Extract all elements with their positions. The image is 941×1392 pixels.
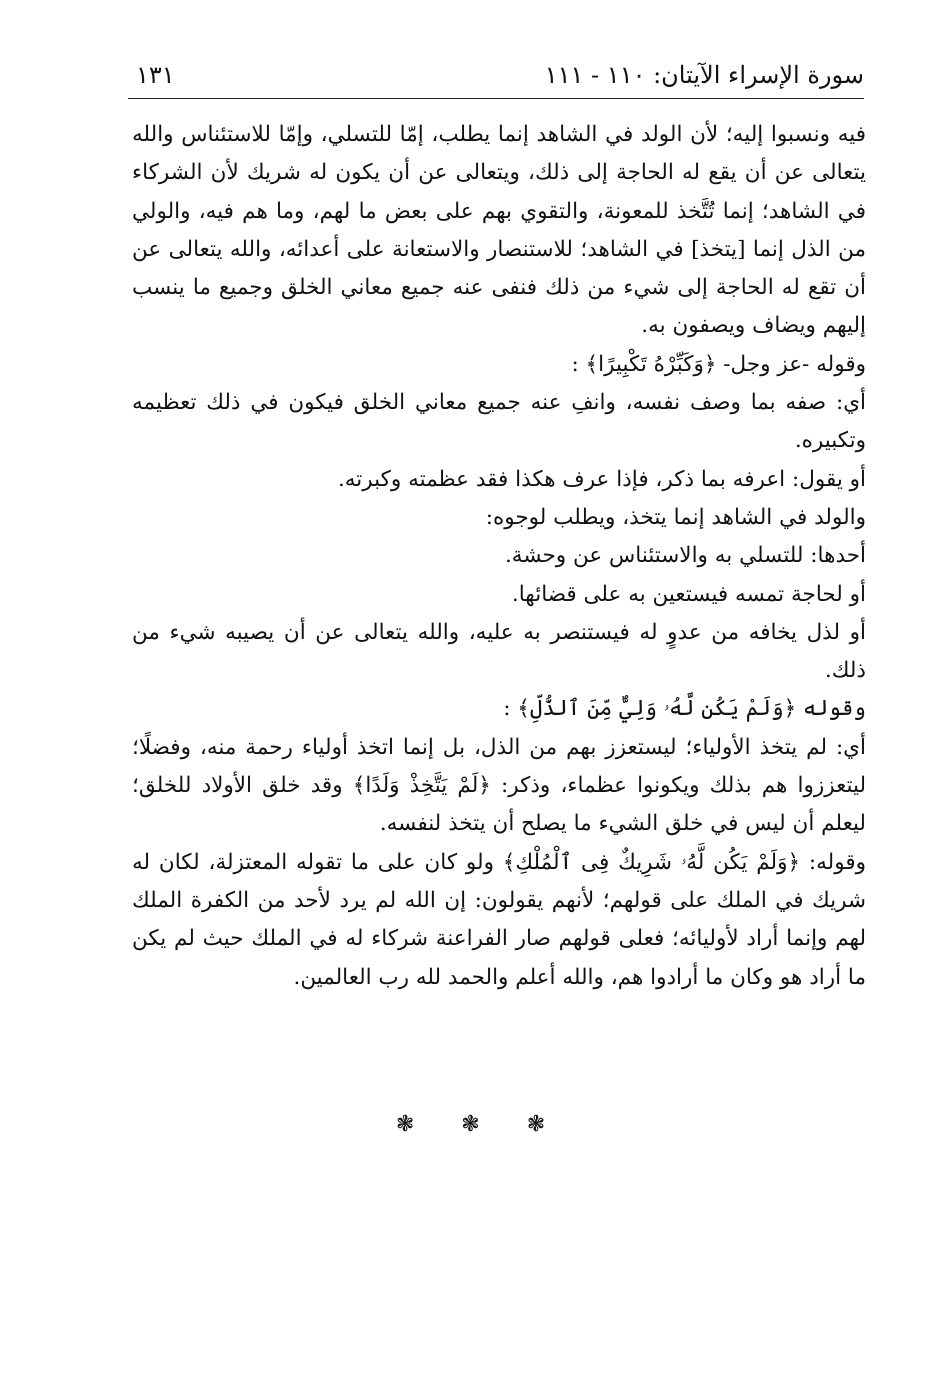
paragraph: أحدها: للتسلي به والاستئناس عن وحشة.	[504, 543, 866, 569]
paragraph: أي: صفه بما وصف نفسه، وانفِ عنه جميع معاني الخلق فيكون في ذلك تعظيمه وتكبيره.	[132, 390, 866, 454]
separator-star-icon: ❃	[461, 1112, 480, 1137]
quran-citation: وقوله -عز وجل- ﴿وَكَبِّرْهُ تَكْبِيرًا﴾ :	[571, 351, 866, 377]
section-separator	[0, 1112, 941, 1137]
paragraph: وقوله: ﴿وَلَمْ يَكُن لَّهُۥ شَرِيكٌ فِى ٱلْمُلْكِ﴾ ولو كان على ما تقوله المعتزلة، لكان له شريك في الملك على قولهم؛ لأنهم يقولون: إن الله لم يرد لأحد من الكفرة الملك لهم وإنما أراد لأوليائه؛ فعلى قولهم صار الفراعنة شركاء له في الملك حيث لم يكن ما أراد هو وكان ما أرادوا هم، والله أعلم والحمد لله رب العالمين.	[132, 849, 866, 990]
paragraph: والولد في الشاهد إنما يتخذ، ويطلب لوجوه:	[485, 504, 866, 530]
paragraph: أو يقول: اعرفه بما ذكر، فإذا عرف هكذا فقد عظمته وكبرته.	[337, 466, 866, 492]
paragraph: أو لحاجة تمسه فيستعين به على قضائها.	[511, 581, 866, 607]
quran-citation: وقوله ﴿وَلَمْ يَكُن لَّهُۥ وَلِيٌّ مِّنَ ٱلذُّلِّ﴾ :	[503, 696, 866, 722]
page-number: ١٣١	[136, 61, 175, 89]
paragraph: أي: لم يتخذ الأولياء؛ ليستعزز بهم من الذل، بل إنما اتخذ أولياء رحمة منه، وفضلًا؛ ليتعززوا هم بذلك ويكونوا عظماء، وذكر: ﴿لَمْ يَتَّخِذْ وَلَدًا﴾ وقد خلق الأولاد للخلق؛ ليعلم أن ليس في خلق الشيء ما يصلح أن يتخذ لنفسه.	[132, 734, 866, 837]
page-body	[132, 116, 866, 997]
separator-star-icon: ❃	[395, 1112, 415, 1137]
separator-star-icon: ❃	[526, 1112, 546, 1137]
running-title: سورة الإسراء الآيتان: ١١٠ - ١١١	[544, 61, 864, 89]
paragraph: أو لذل يخافه من عدوٍ له فيستنصر به عليه، والله يتعالى عن أن يصيبه شيء من ذلك.	[132, 619, 866, 684]
page-header	[128, 58, 864, 98]
paragraph: فيه ونسبوا إليه؛ لأن الولد في الشاهد إنما يطلب، إمّا للتسلي، وإمّا للاستئناس والله يتعالى عن أن يقع له الحاجة إلى ذلك، ويتعالى عن أن يكون له شريك لأن الشركاء في الشاهد؛ إنما تُتَّخذ للمعونة، والتقوي بهم على بعض ما لهم، وما هم فيه، والولي من الذل إنما [يتخذ] في الشاهد؛ للاستنصار والاستعانة على أعدائه، والله يتعالى عن أن تقع له الحاجة إلى شيء من ذلك فنفى عنه جميع معاني الخلق وجميع ما ينسب إليهم ويضاف ويصفون به.	[132, 122, 866, 339]
header-divider	[128, 98, 864, 99]
